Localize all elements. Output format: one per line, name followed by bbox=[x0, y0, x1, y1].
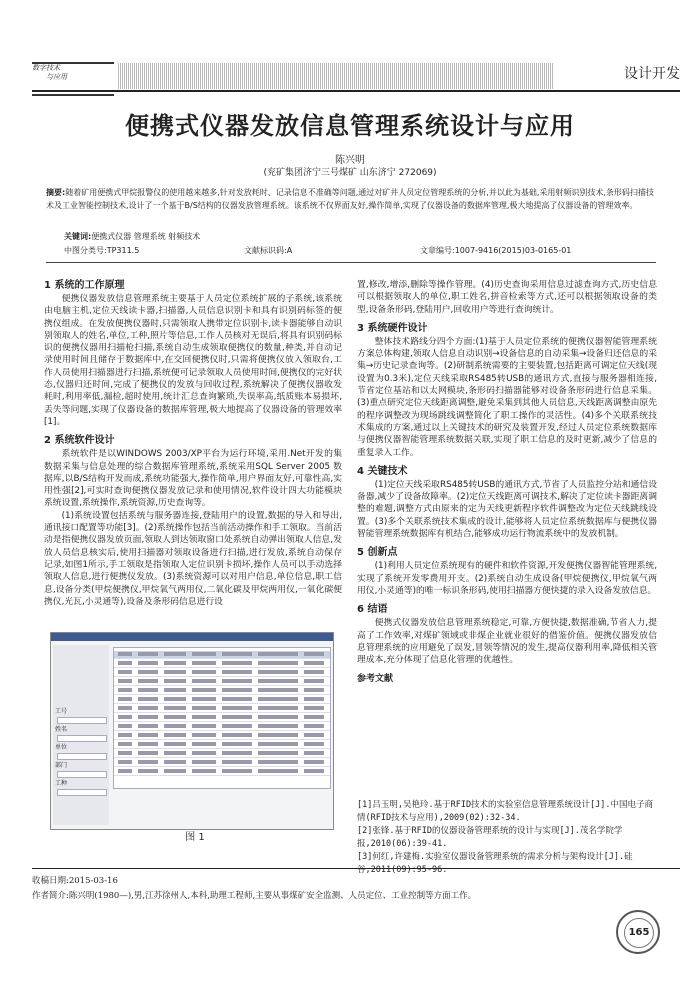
figure-table-cell bbox=[258, 652, 298, 656]
clc-number: 中图分类号:TP311.5 bbox=[64, 246, 140, 255]
figure-table-cell bbox=[222, 688, 252, 692]
figure-table-cell bbox=[222, 679, 252, 683]
figure-table-cell bbox=[304, 769, 324, 773]
section-heading: 4 关键技术 bbox=[357, 465, 408, 477]
section-heading: 5 创新点 bbox=[357, 547, 398, 559]
figure-table-row bbox=[114, 669, 330, 677]
paragraph: 便携式仪器发放信息管理系统稳定,可靠,方便快捷,数据准确,节省人力,提高了工作效率,对煤矿领域或非煤企业就业很好的借鉴价值。便携仪器发放信息管理系统的应用避免了误发,冒领等情况的发生,提高仪器利用率,降低相关管理成本,充分体现了信息化管理的优越性。 bbox=[357, 618, 657, 666]
figure-table-cell bbox=[192, 733, 216, 737]
figure-table-cell bbox=[138, 652, 158, 656]
figure-table-cell bbox=[258, 688, 298, 692]
figure-table-cell bbox=[138, 706, 158, 710]
author: 陈兴明 bbox=[335, 155, 365, 166]
figure-table-cell bbox=[222, 751, 252, 755]
figure-table-cell bbox=[118, 697, 132, 701]
figure-table-cell bbox=[164, 670, 186, 674]
logo-line2: 与应用 bbox=[46, 73, 67, 81]
figure-table-cell bbox=[258, 733, 298, 737]
figure-table-cell bbox=[138, 742, 158, 746]
paragraph: (1)定位天线采取RS485转USB的通讯方式,节省了人员监控分站和通信设备器,减少了设备故障率。(2)定位天线距离可调技术,解决了定位读卡器距离调整的难题,调整方式由原来的定为天线更新程序软件调整改为定位天线跳线设置。(3)多个关联系统技术集成的设计,能够将人员定位系统数据库与便携仪器智能管理系统数据库有机结合,能够成功运行物流系统中的发放机制。 bbox=[357, 479, 657, 540]
header-decor-bar bbox=[118, 63, 554, 89]
section-heading: 6 结语 bbox=[357, 604, 388, 616]
figure-table-cell bbox=[118, 661, 132, 665]
abstract-label: 摘要: bbox=[46, 188, 66, 197]
figure-caption: 图 1 bbox=[185, 832, 205, 843]
figure-table-row bbox=[114, 732, 330, 740]
figure-label: 姓名 bbox=[55, 726, 68, 733]
section-heading: 1 系统的工作原理 bbox=[44, 280, 125, 291]
references-heading: 参考文献 bbox=[357, 674, 394, 685]
figure-table-cell bbox=[304, 724, 324, 728]
figure-table-cell bbox=[118, 742, 132, 746]
figure-table-cell bbox=[304, 760, 324, 764]
figure-table-cell bbox=[222, 742, 252, 746]
reference-item: [2]张锋.基于RFID的仪器设备管理系统的设计与实现[J].茂名学院学报,2010(06):39-41. bbox=[357, 826, 623, 849]
figure-table-cell bbox=[258, 679, 298, 683]
keywords-text: 便携式仪器 管理系统 射频技术 bbox=[91, 232, 201, 241]
figure-table-cell bbox=[222, 733, 252, 737]
figure-table-cell bbox=[222, 661, 252, 665]
figure-table-row bbox=[114, 750, 330, 758]
figure-table-row bbox=[114, 741, 330, 749]
figure-table-cell bbox=[192, 769, 216, 773]
right-column bbox=[357, 279, 657, 686]
figure-table-row bbox=[114, 651, 330, 659]
figure-table-cell bbox=[222, 652, 252, 656]
abstract bbox=[46, 187, 656, 212]
figure-table-cell bbox=[138, 661, 158, 665]
figure-field bbox=[57, 735, 107, 742]
figure-table-cell bbox=[138, 670, 158, 674]
figure-table-cell bbox=[192, 724, 216, 728]
figure-table-cell bbox=[118, 724, 132, 728]
figure-table-cell bbox=[138, 724, 158, 728]
paragraph: 系统软件是以WINDOWS 2003/XP平台为运行环境,采用.Net开发的集数据采集与信息处理的综合数据库管理系统,系统采用SQL Server 2005 数据库,以B/S结构开发而成,系统功能强大,操作简单,用户界面友好,可靠性高,实用性强[2],可实时查询便携仪器发放记录和使用情况,软件设计四大功能模块系统设置,系统操作,系统资源,历史查询等。 bbox=[44, 449, 342, 509]
figure-table-cell bbox=[118, 688, 132, 692]
figure-table-row bbox=[114, 705, 330, 713]
figure-table-cell bbox=[118, 733, 132, 737]
figure-table-row bbox=[114, 768, 330, 776]
figure-table-cell bbox=[258, 751, 298, 755]
figure-table-cell bbox=[164, 769, 186, 773]
paragraph: (1)利用人员定位系统现有的硬件和软件资源,开发便携仪器智能管理系统,实现了系统开发零费用开支。(2)系统自动生成设备(甲烷便携仪,甲烷氧气两用仪,小灵通等)的唯一标识条形码,使用扫描器方便快捷的录入设备发放信息。 bbox=[357, 561, 657, 596]
figure-table-row bbox=[114, 678, 330, 686]
figure-table-cell bbox=[118, 706, 132, 710]
figure-table-cell bbox=[304, 751, 324, 755]
figure-table-cell bbox=[118, 751, 132, 755]
figure-table-row bbox=[114, 723, 330, 731]
figure-table-cell bbox=[304, 670, 324, 674]
figure-table-cell bbox=[258, 742, 298, 746]
figure-table-cell bbox=[222, 769, 252, 773]
figure-table-row bbox=[114, 660, 330, 668]
figure-label: 部门 bbox=[55, 762, 68, 769]
section-label: 设计开发 bbox=[624, 66, 680, 82]
figure-table-cell bbox=[304, 706, 324, 710]
figure-screenshot bbox=[50, 632, 334, 830]
figure-table-cell bbox=[222, 706, 252, 710]
figure-table-cell bbox=[258, 760, 298, 764]
figure-table-cell bbox=[304, 742, 324, 746]
author-bio: 作者简介:陈兴明(1980—),男,江苏徐州人,本科,助理工程师,主要从事煤矿安全监测、人员定位、工业控制等方面工作。 bbox=[32, 891, 477, 901]
figure-table-cell bbox=[164, 706, 186, 710]
keywords-label: 关键词: bbox=[64, 232, 92, 241]
abstract-text: 随着矿用便携式甲烷报警仪的使用越来越多,针对发放耗时、记录信息不准确等问题,通过对矿井人员定位管理系统的分析,并以此为基础,采用射频识别技术,条形码扫描技术及工业智能控制技术,设计了一个基于B/S结构的仪器发放管理系统。该系统不仅界面友好,操作简单,实现了仪器设备的数据库管理,极大地提高了仪器设备的管理效率。 bbox=[46, 188, 654, 210]
figure-label: 单位 bbox=[55, 744, 68, 751]
figure-table-cell bbox=[192, 742, 216, 746]
received-date: 收稿日期:2015-03-16 bbox=[32, 876, 118, 886]
figure-table-cell bbox=[138, 760, 158, 764]
figure-field bbox=[57, 717, 107, 724]
figure-table-cell bbox=[118, 769, 132, 773]
figure-table-cell bbox=[304, 661, 324, 665]
page-title: 便携式仪器发放信息管理系统设计与应用 bbox=[125, 111, 575, 140]
figure-table-cell bbox=[258, 724, 298, 728]
figure-table-cell bbox=[118, 670, 132, 674]
figure-table-row bbox=[114, 696, 330, 704]
figure-titlebar bbox=[51, 633, 333, 641]
section-heading: 2 系统软件设计 bbox=[44, 435, 115, 447]
figure-table-cell bbox=[164, 652, 186, 656]
figure-table-cell bbox=[192, 670, 216, 674]
figure-table-cell bbox=[222, 697, 252, 701]
figure-table-cell bbox=[118, 652, 132, 656]
figure-table-cell bbox=[192, 652, 216, 656]
article-number: 文章编号:1007-9416(2015)03-0165-01 bbox=[420, 246, 572, 255]
left-column bbox=[44, 279, 342, 608]
paragraph: 便携仪器发放信息管理系统主要基于人员定位系统扩展的子系统,该系统由电脑主机,定位天线读卡器,扫描器,人员信息识别卡和具有识别码标签的便携仪组成。在发放便携仪器时,只需领取人携带定位识别卡,读卡器能够自动识别领取人的姓名,单位,工种,照片等信息,工作人员核对无误后,将具有识别码标识的便携仪器用扫描枪扫描,系统自动生成领取便携仪的数量,种类,并自动记录使用时间且储存于数据库中,在交回便携仪时,只需将便携仪放入领取台,工作人员使用扫描器进行扫描,系统便可记录领取人员使用时间,便携仪的完好状态,仪器归还时间,完成了便携仪的发放与回收过程,系统解决了便携仪器收发耗时,利用率低,漏检,超时使用,统计汇总查询繁琐,失误率高,纸质账本易损坏,丢失等问题,实现了仪器设备的数据库管理,极大地提高了仪器设备的管理效率[1]。 bbox=[44, 294, 342, 427]
figure-table-cell bbox=[304, 679, 324, 683]
divider bbox=[46, 262, 656, 263]
paragraph: 整体技术路线分四个方面:(1)基于人员定位系统的便携仪器智能管理系统方案总体构建,领取人信息自动识别→设备信息的自动采集→设备归还信息的采集→历史记录查询等。(2)研制系统需要的主要装置,包括距离可调定位天线(现设置为0.3米),定位天线采取RS485转USB的通讯方式,直接与服务器相连接,节省定位基站和以太网模块,条形码扫描器能够对设备条形码进行信息采集。(3)重点研究定位天线距离调整,避免采集到其他人员信息,天线距离调整由原先的程序调整改为现场跳线调整简化了职工操作的灵活性。(4)多个关联系统技术集成的方案,通过以上关键技术的研究及装置开发,经过人员定位系统数据库与便携仪器智能管理系统数据关联,实现了职工信息的及时更新,减少了信息的重复录入工作。 bbox=[357, 336, 657, 458]
figure-table-cell bbox=[222, 760, 252, 764]
figure-table-cell bbox=[258, 697, 298, 701]
figure-table-cell bbox=[118, 760, 132, 764]
keywords bbox=[64, 231, 200, 242]
footer-rule bbox=[32, 868, 680, 869]
figure-table-cell bbox=[164, 760, 186, 764]
figure-table-cell bbox=[138, 769, 158, 773]
figure-table-cell bbox=[164, 742, 186, 746]
figure-table-cell bbox=[138, 733, 158, 737]
header-rule bbox=[32, 90, 680, 92]
figure-table-cell bbox=[258, 661, 298, 665]
figure-table-cell bbox=[192, 661, 216, 665]
page-number-seal bbox=[616, 910, 660, 954]
figure-table-cell bbox=[258, 769, 298, 773]
figure-table-cell bbox=[192, 751, 216, 755]
figure-table-cell bbox=[192, 706, 216, 710]
figure-field bbox=[57, 771, 107, 778]
figure-table-cell bbox=[258, 670, 298, 674]
figure-table-row bbox=[114, 759, 330, 767]
figure-table-cell bbox=[164, 679, 186, 683]
figure-sidebar bbox=[53, 645, 109, 825]
figure-table-cell bbox=[222, 724, 252, 728]
figure-table-cell bbox=[192, 697, 216, 701]
figure-table-cell bbox=[164, 751, 186, 755]
figure-table-cell bbox=[192, 679, 216, 683]
page-number: 165 bbox=[624, 918, 654, 948]
figure-table-cell bbox=[222, 715, 252, 719]
figure-field bbox=[57, 753, 107, 760]
paragraph: 置,修改,增添,删除等操作管理。(4)历史查询采用信息过滤查询方式,历史信息可以根据领取人的单位,职工姓名,拼音检索等方式,还可以根据领取设备的类型,设备条形码,登陆用户,回收用户等进行查询统计。 bbox=[357, 280, 657, 315]
figure-label: 工号 bbox=[55, 708, 68, 715]
figure-table-cell bbox=[222, 670, 252, 674]
paragraph: (1)系统设置包括系统与服务器连接,登陆用户的设置,数据的导入和导出,通讯接口配置等功能[3]。(2)系统操作包括当前活动操作和手工领取。当前活动是指便携仪器发放页面,领取人到达领取窗口处系统自动弹出领取人信息,发放人员信息核实后,使用扫描器对领取设备进行扫描,进行发放,系统自动保存记录,如图1所示,手工领取是指领取人定位识别卡损坏,操作人员可以手动选择领取人信息,进行便携仪发放。(3)系统资源可以对用户信息,单位信息,职工信息,设备分类(甲烷便携仪,甲烷氧气两用仪,二氧化碳及甲烷两用仪,一氧化碳便携仪,光瓦,小灵通等),设备及条形码信息进行设 bbox=[44, 510, 342, 607]
figure-table-cell bbox=[138, 679, 158, 683]
figure-label: 工种 bbox=[55, 780, 68, 787]
figure-table-cell bbox=[304, 688, 324, 692]
section-heading: 3 系统硬件设计 bbox=[357, 322, 428, 334]
doc-code: 文献标识码:A bbox=[244, 246, 293, 255]
figure-table-cell bbox=[304, 733, 324, 737]
figure-table-cell bbox=[164, 715, 186, 719]
logo-line1: 数字技术 bbox=[32, 64, 60, 72]
figure-table-cell bbox=[118, 679, 132, 683]
figure-table-cell bbox=[192, 688, 216, 692]
figure-table bbox=[113, 647, 331, 789]
reference-item: [3]何红,许建梅.实验室仪器设备管理系统的需求分析与架构设计[J].硅谷,2011(09):95-96. bbox=[357, 852, 633, 875]
figure-table-cell bbox=[164, 688, 186, 692]
figure-table-cell bbox=[304, 715, 324, 719]
figure-field bbox=[57, 789, 107, 796]
figure-table-cell bbox=[164, 661, 186, 665]
figure-table-row bbox=[114, 687, 330, 695]
figure-table-row bbox=[114, 714, 330, 722]
figure-table-cell bbox=[138, 751, 158, 755]
references-list bbox=[357, 799, 657, 877]
figure-table-cell bbox=[164, 697, 186, 701]
figure-table-cell bbox=[258, 706, 298, 710]
figure-table-cell bbox=[138, 715, 158, 719]
figure-table-cell bbox=[138, 697, 158, 701]
figure-table-cell bbox=[138, 688, 158, 692]
figure-table-cell bbox=[304, 652, 324, 656]
figure-table-cell bbox=[164, 733, 186, 737]
figure-table-cell bbox=[164, 724, 186, 728]
figure-table-cell bbox=[258, 715, 298, 719]
figure-table-cell bbox=[192, 760, 216, 764]
affiliation: (兖矿集团济宁三号煤矿 山东济宁 272069) bbox=[263, 168, 437, 178]
figure-table-cell bbox=[118, 715, 132, 719]
figure-table-cell bbox=[192, 715, 216, 719]
figure-table-cell bbox=[304, 697, 324, 701]
reference-item: [1]吕玉明,吴艳玲.基于RFID技术的实验室信息管理系统设计[J].中国电子商情(RFID技术与应用),2009(02):32-34. bbox=[357, 800, 654, 823]
